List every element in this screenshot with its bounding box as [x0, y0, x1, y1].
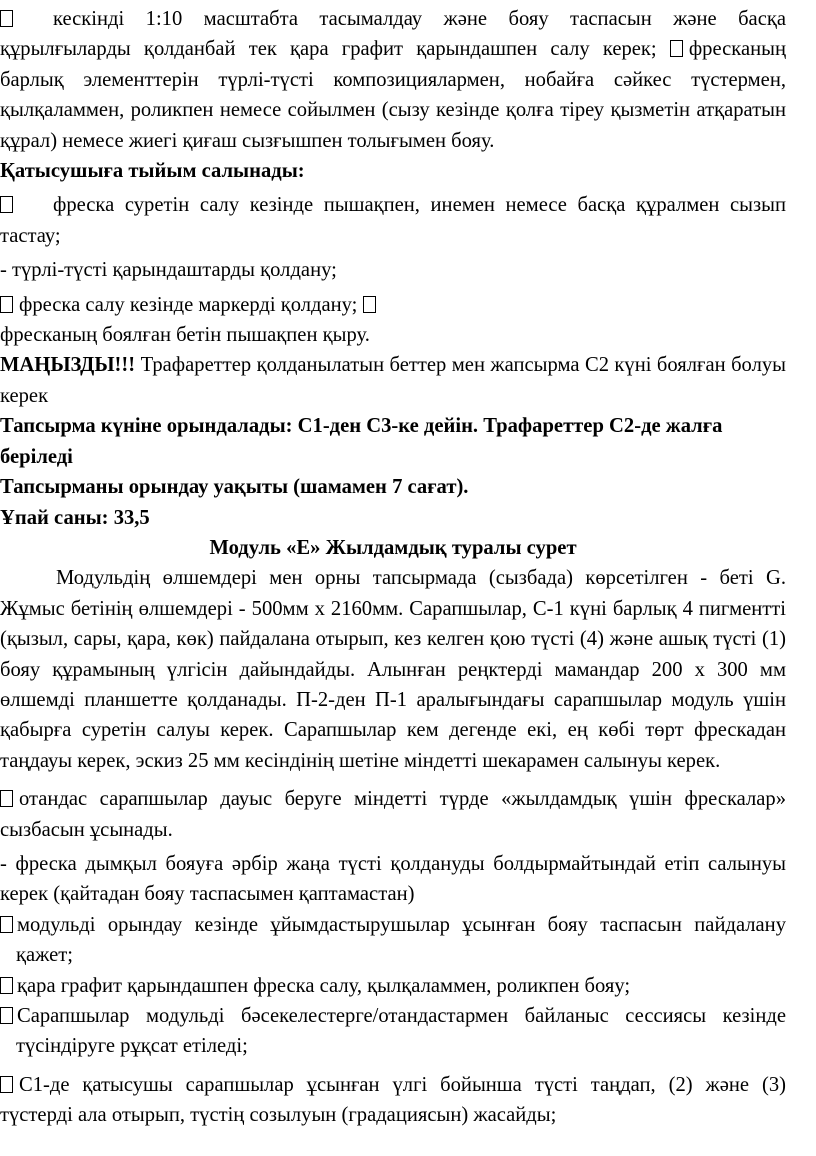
prohibited-item-4: фресканың боялған бетін пышақпен қыру. — [0, 324, 370, 347]
bullet-box-icon — [0, 196, 13, 213]
points-note: Ұпай саны: 33,5 — [0, 506, 150, 529]
prohibited-item-1: фреска суретін салу кезінде пышақпен, инемен немесе басқа құралмен сызып тастау; — [0, 194, 786, 247]
module-paragraph: Модульдің өлшемдері мен орны тапсырмада (сызбада) көрсетілген - беті G. Жұмыс бетінің өлшемдері - 500мм х 2160мм. Сарапшылар, С-1 күні барлық 4 пигментті (қызыл, сары, қара, көк) пайдалана отырып, кез келген қою түсті (4) және ашық түсті (1) бояу құрамының үлгісін дайындайды. Алынған реңктерді мамандар 200 х 300 мм өлшемді планшетте қолданады. П-2-ден П-1 аралығындағы сарапшылар модуль үшін қабырға суретін салуы керек. Сарапшылар кем дегенде екі, ең көбі төрт фрескадан таңдауы керек, эскиз 25 мм кесіндінің шетіне міндетті шекарамен салынуы керек. — [0, 567, 786, 772]
bullet-box-icon — [0, 977, 13, 994]
prohibited-item-3: фреска салу кезінде маркерді қолдану; фресканың боялған бетін пышақпен қыру. — [0, 290, 786, 351]
important-text: Трафареттер қолданылатын беттер мен жапсырма С2 күні боялған болуы керек — [0, 354, 786, 407]
bullet-box-icon — [0, 916, 13, 933]
bullet-box-icon — [0, 296, 13, 313]
drawing-rule-text: кескінді 1:10 масштабта тасымалдау және бояу таспасын және басқа құрылғыларды қолданбай тек қара графит қарындашпен салу керек; — [0, 8, 786, 61]
prohibited-item-2: - түрлі-түсті қарындаштарды қолдану; — [0, 259, 337, 282]
module-title: Модуль «E» Жылдамдық туралы сурет — [209, 536, 577, 559]
painting-rule-text: фресканың барлық элементтерін түрлі-түсті композициялармен, нобайға сәйкес түстермен, қылқаламмен, роликпен немесе сойылмен (сызу кезінде қолға тіреу қызметін атқаратын құрал) немесе жиегі қиғаш сызғышпен толығымен бояу. — [0, 38, 786, 152]
module-item-4: қара графит қарындашпен фреска салу, қылқаламмен, роликпен бояу; — [0, 971, 786, 1001]
document-page — [0, 4, 786, 1131]
paragraph-drawing-rules — [0, 4, 786, 156]
important-label: МАҢЫЗДЫ!!! — [0, 354, 136, 377]
important-note — [0, 350, 786, 411]
bullet-box-icon — [670, 40, 683, 57]
module-item-1: отандас сарапшылар дауыс беруге міндетті түрде «жылдамдық үшін фрескалар» сызбасын ұсынады. — [0, 788, 786, 841]
duration-note: Тапсырманы орындау уақыты (шамамен 7 сағат). — [0, 476, 469, 499]
module-item-5: Сарапшылар модульді бәсекелестерге/отандастармен байланыс сессиясы кезінде түсіндіруге рұқсат етіледі; — [0, 1001, 786, 1062]
schedule-note: Тапсырма күніне орындалады: С1-ден С3-ке дейін. Трафареттер С2-де жалға беріледі — [0, 415, 723, 468]
module-item-2: - фреска дымқыл бояуға әрбір жаңа түсті қолдануды болдырмайтындай етіп салынуы керек (қайтадан бояу таспасымен қаптамастан) — [0, 852, 786, 906]
prohibited-heading: Қатысушыға тыйым салынады: — [0, 160, 305, 183]
bullet-box-icon — [0, 1076, 13, 1093]
module-item-6: С1-де қатысушы сарапшылар ұсынған үлгі бойынша түсті таңдап, (2) және (3) түстерді ала отырып, түстің созылуын (градациясын) жасайды; — [0, 1073, 786, 1127]
bullet-box-icon — [0, 790, 13, 807]
module-item-3: модульді орындау кезінде ұйымдастырушылар ұсынған бояу таспасын пайдалану қажет; — [0, 910, 786, 971]
bullet-box-icon — [363, 296, 376, 313]
bullet-box-icon — [0, 10, 13, 27]
bullet-box-icon — [0, 1007, 13, 1024]
